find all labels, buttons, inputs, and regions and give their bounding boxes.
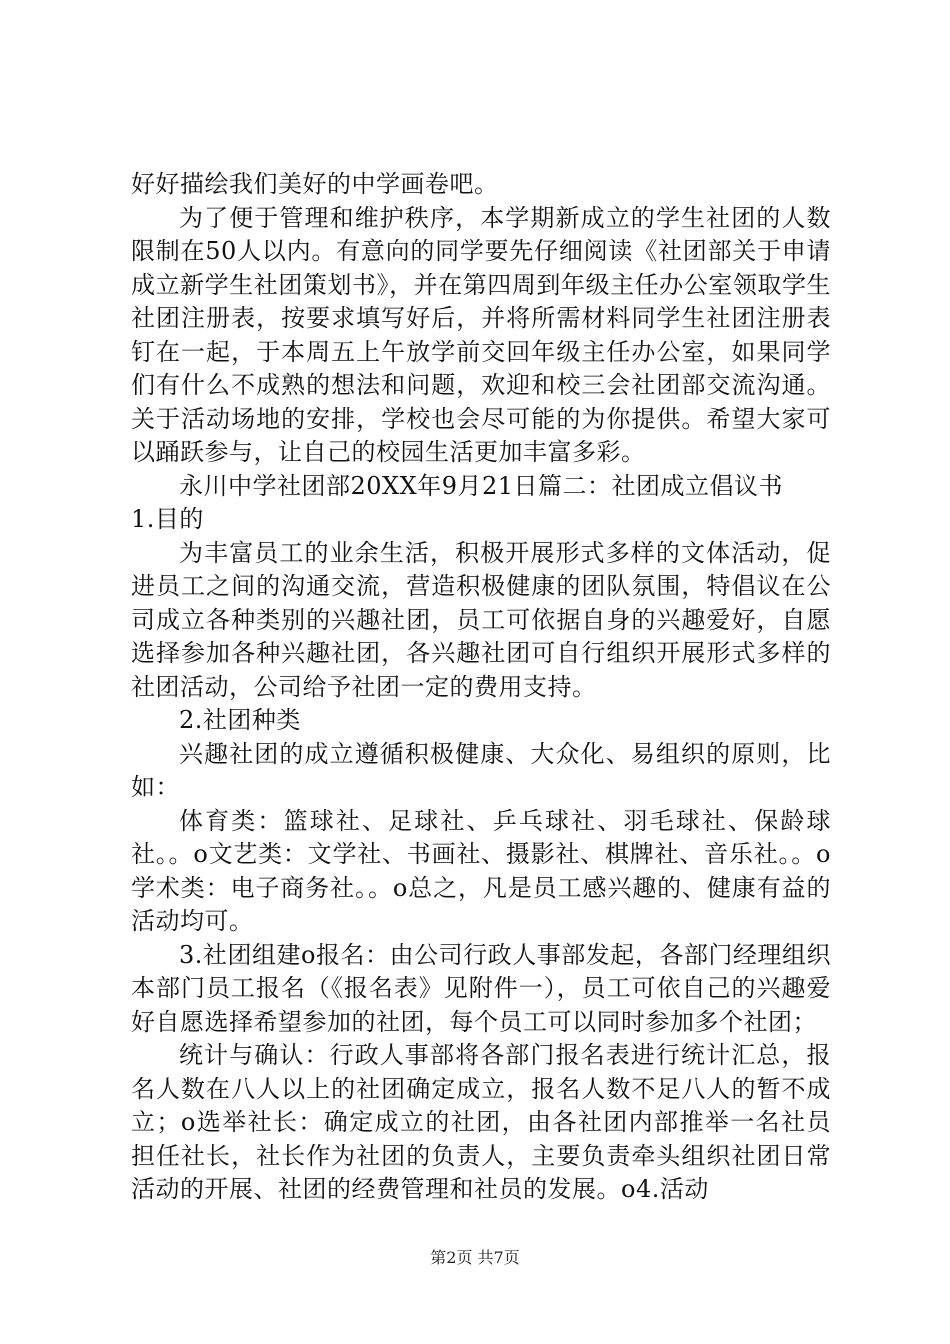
paragraph-continuation: 好好描绘我们美好的中学画卷吧。 <box>131 170 499 198</box>
heading-club-types: 2.社团种类 <box>179 706 301 734</box>
paragraph-club-formation: 3.社团组建o报名：由公司行政人事部发起，各部门经理组织本部门员工报名（《报名表》见附件一），员工可依自己的兴趣爱好自愿选择希望参加的社团，每个员工可以同时参加多个社团； <box>131 940 831 1036</box>
paragraph-club-categories: 体育类：篮球社、足球社、乒乓球社、羽毛球社、保龄球社。。o文艺类：文学社、书画社、摄影社、棋牌社、音乐社。。o学术类：电子商务社。。o总之，凡是员工感兴趣的、健康有益的活动均可。 <box>131 806 831 935</box>
page-footer: 第2页 共7页 <box>430 1248 520 1267</box>
paragraph-purpose: 为丰富员工的业余生活，积极开展形式多样的文体活动，促进员工之间的沟通交流，营造积极健康的团队氛围，特倡议在公司成立各种类别的兴趣社团，员工可依据自身的兴趣爱好，自愿选择参加各种兴趣社团，各兴趣社团可自行组织开展形式多样的社团活动，公司给予社团一定的费用支持。 <box>131 538 831 701</box>
paragraph-registration: 为了便于管理和维护秩序，本学期新成立的学生社团的人数限制在50人以内。有意向的同学要先仔细阅读《社团部关于申请成立新学生社团策划书》，并在第四周到年级主任办公室领取学生社团注册表，按要求填写好后，并将所需材料同学生社团注册表钉在一起，于本周五上午放学前交回年级主任办公室，如果同学们有什么不成熟的想法和问题，欢迎和校三会社团部交流沟通。关于活动场地的安排，学校也会尽可能的为你提供。希望大家可以踊跃参与，让自己的校园生活更加丰富多彩。 <box>131 203 831 466</box>
paragraph-club-principles: 兴趣社团的成立遵循积极健康、大众化、易组织的原则，比如： <box>131 739 831 801</box>
paragraph-statistics: 统计与确认：行政人事部将各部门报名表进行统计汇总，报名人数在八人以上的社团确定成立，报名人数不足八人的暂不成立；o选举社长：确定成立的社团，由各社团内部推举一名社员担任社长，社长作为社团的负责人，主要负责牵头组织社团日常活动的开展、社团的经费管理和社员的发展。o4.活动 <box>131 1041 831 1203</box>
document-body <box>131 168 831 1207</box>
paragraph-signature: 永川中学社团部20XX年9月21日篇二：社团成立倡议书 <box>179 471 784 500</box>
heading-purpose: 1.目的 <box>131 505 204 533</box>
